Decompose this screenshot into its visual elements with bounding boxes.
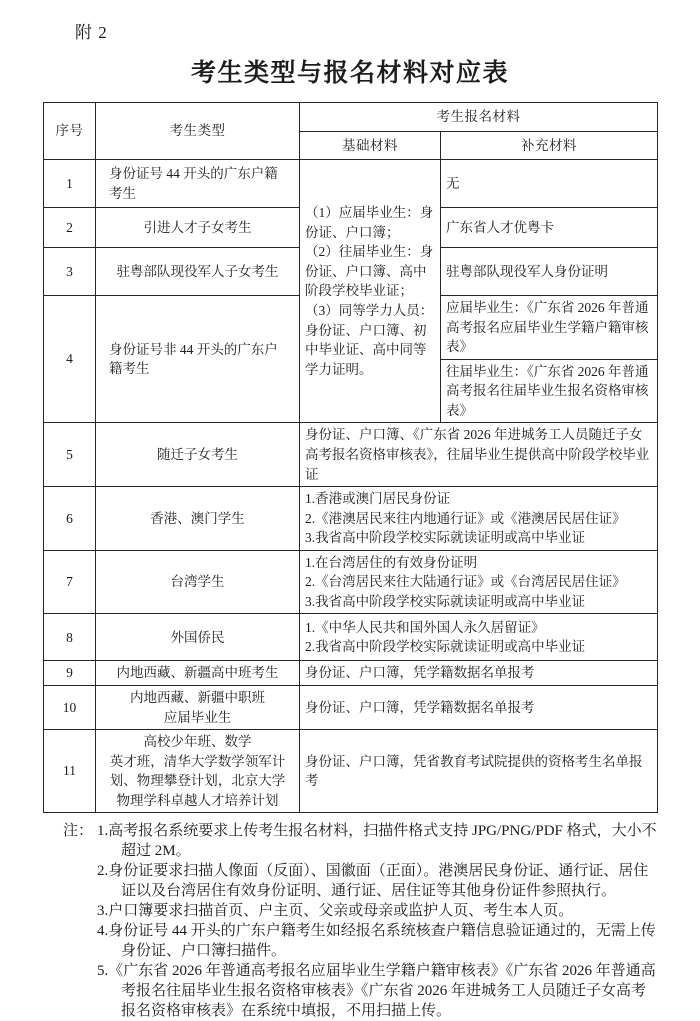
cell-4-no: 4 <box>44 296 96 423</box>
cell-7-materials <box>300 550 658 614</box>
cell-1-supplement: 无 <box>441 160 658 208</box>
header-supplement: 补充材料 <box>441 132 658 160</box>
table-row <box>44 661 658 686</box>
cell-8-materials <box>300 614 658 661</box>
cell-5-no: 5 <box>44 423 96 487</box>
type-line: 物理学科卓越人才培养计划 <box>116 792 279 808</box>
type-line: 内地西藏、新疆中职班 <box>130 690 265 705</box>
table-row <box>44 686 658 730</box>
note-item: 5.《广东省 2026 年普通高考报名应届毕业生学籍户籍审核表》《广东省 2026 年普通高考报名往届毕业生报名资格审核表》《广东省 2026 年进城务工人员随迁子女高考报名资格审核表》在系统中填报，不用扫描上传。 <box>97 963 656 1020</box>
cell-10-no: 10 <box>44 686 96 730</box>
header-basic: 基础材料 <box>300 132 441 160</box>
cell-3-type: 驻粤部队现役军人子女考生 <box>96 248 300 296</box>
cell-6-type: 香港、澳门学生 <box>96 487 300 551</box>
type-line: 英才班，清华大学数学领军计 <box>109 753 286 769</box>
cell-11-no: 11 <box>44 730 96 813</box>
table-row <box>44 614 658 661</box>
basic-item: （3）同等学力人员：身份证、户口簿、初中毕业证、高中同等学力证明。 <box>305 302 434 377</box>
table-row <box>44 487 658 551</box>
cell-11-type <box>96 730 300 813</box>
cell-9-materials: 身份证、户口簿，凭学籍数据名单报考 <box>300 661 658 686</box>
note-item: 2.身份证要求扫描人像面（反面）、国徽面（正面）。港澳居民身份证、通行证、居住证以及台湾居住有效身份证明、通行证、居住证等其他身份证件参照执行。 <box>97 863 649 900</box>
table-row <box>44 160 658 208</box>
cell-11-materials: 身份证、户口簿，凭省教育考试院提供的资格考生名单报考 <box>300 730 658 813</box>
basic-item: （2）往届毕业生：身份证、户口簿、高中阶段学校毕业证； <box>305 244 434 299</box>
attachment-label: 附 2 <box>75 23 108 42</box>
cell-2-no: 2 <box>44 208 96 248</box>
notes-list <box>97 821 657 1021</box>
cell-6-no: 6 <box>44 487 96 551</box>
header-type: 考生类型 <box>96 103 300 160</box>
cell-5-materials: 身份证、户口簿、《广东省 2026 年进城务工人员随迁子女高考报名资格审核表》，往届毕业生提供高中阶段学校毕业证 <box>300 423 658 487</box>
cell-3-no: 3 <box>44 248 96 296</box>
header-materials: 考生报名材料 <box>300 103 658 132</box>
table-row <box>44 550 658 614</box>
cell-7-type: 台湾学生 <box>96 550 300 614</box>
cell-9-type: 内地西藏、新疆高中班考生 <box>96 661 300 686</box>
material-line: 1.在台湾居住的有效身份证明 <box>305 554 478 570</box>
header-no: 序号 <box>44 103 96 160</box>
cell-10-type <box>96 686 300 730</box>
material-line: 2.《港澳居民来往内地通行证》或《港澳居民居住证》 <box>305 510 626 526</box>
cell-4-supplement-former: 往届毕业生：《广东省 2026 年普通高考报名往届毕业生报名资格审核表》 <box>441 359 658 423</box>
material-line: 2.我省高中阶段学校实际就读证明或高中毕业证 <box>305 639 586 655</box>
cell-4-supplement-current: 应届毕业生：《广东省 2026 年普通高考报名应届毕业生学籍户籍审核表》 <box>441 296 658 360</box>
page-title: 考生类型与报名材料对应表 <box>190 59 509 87</box>
cell-basic-merged <box>300 160 441 423</box>
cell-7-no: 7 <box>44 550 96 614</box>
material-line: 1.香港或澳门居民身份证 <box>305 491 451 507</box>
cell-8-no: 8 <box>44 614 96 661</box>
basic-item: （1）应届毕业生：身份证、户口簿； <box>305 205 434 240</box>
cell-2-type: 引进人才子女考生 <box>96 208 300 248</box>
cell-9-no: 9 <box>44 661 96 686</box>
notes-label: 注： <box>63 823 94 840</box>
type-line: 高校少年班、数学 <box>143 734 252 750</box>
note-item: 1.高考报名系统要求上传考生报名材料，扫描件格式支持 JPG/PNG/PDF 格式，大小不超过 2M。 <box>97 823 657 860</box>
table-row <box>44 730 658 813</box>
cell-1-no: 1 <box>44 160 96 208</box>
type-line: 应届毕业生 <box>163 709 232 725</box>
material-line: 3.我省高中阶段学校实际就读证明或高中毕业证 <box>305 593 586 609</box>
candidate-materials-table <box>43 102 658 813</box>
type-line: 划、物理攀登计划，北京大学 <box>109 773 286 789</box>
table-row <box>44 423 658 487</box>
cell-4-type: 身份证号非 44 开头的广东户籍考生 <box>96 296 300 423</box>
cell-1-type: 身份证号 44 开头的广东户籍考生 <box>96 160 300 208</box>
notes-section <box>63 821 657 1021</box>
cell-2-supplement: 广东省人才优粤卡 <box>441 208 658 248</box>
material-line: 3.我省高中阶段学校实际就读证明或高中毕业证 <box>305 530 586 546</box>
material-line: 1.《中华人民共和国外国人永久居留证》 <box>305 619 545 635</box>
cell-3-supplement: 驻粤部队现役军人身份证明 <box>441 248 658 296</box>
note-item: 4.身份证号 44 开头的广东户籍考生如经报名系统核查户籍信息验证通过的，无需上传身份证、户口簿扫描件。 <box>97 923 656 960</box>
cell-10-materials: 身份证、户口簿，凭学籍数据名单报考 <box>300 686 658 730</box>
material-line: 2.《台湾居民来往大陆通行证》或《台湾居民居住证》 <box>305 574 626 590</box>
note-item: 3.户口簿要求扫描首页、户主页、父亲或母亲或监护人页、考生本人页。 <box>97 903 574 920</box>
cell-6-materials <box>300 487 658 551</box>
cell-8-type: 外国侨民 <box>96 614 300 661</box>
cell-5-type: 随迁子女考生 <box>96 423 300 487</box>
